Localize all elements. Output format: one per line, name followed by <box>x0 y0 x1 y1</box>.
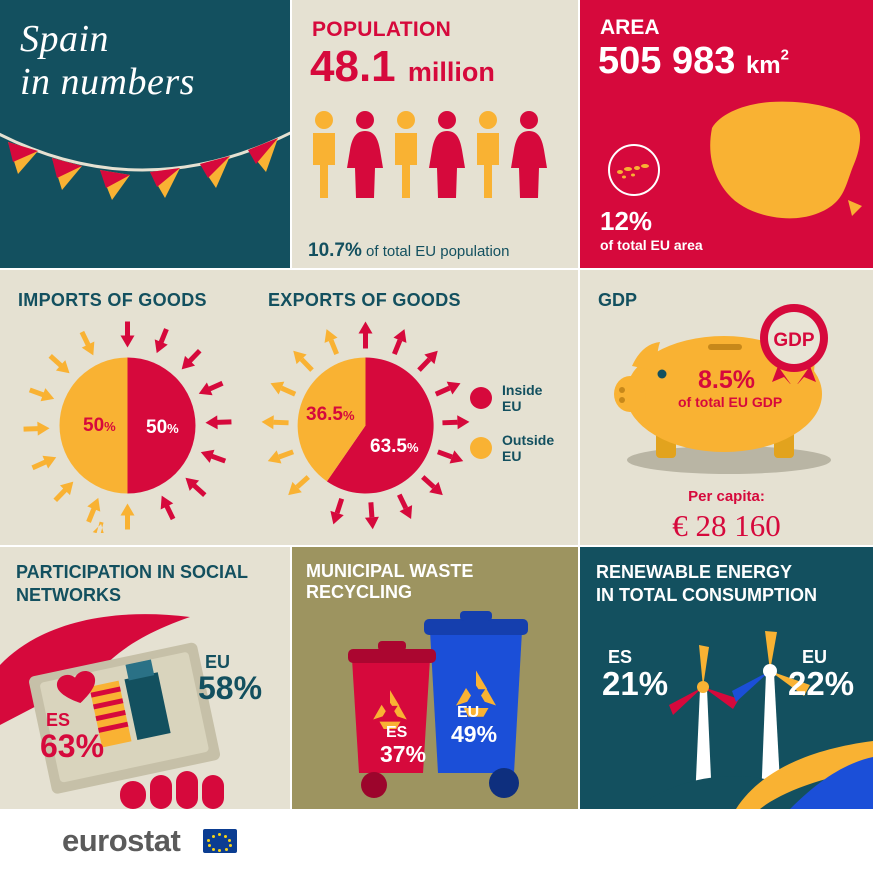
gdp-per-capita-value: € 28 160 <box>672 508 781 543</box>
exports-header: EXPORTS OF GOODS <box>268 290 461 310</box>
gdp-badge-text: GDP <box>773 330 815 351</box>
canary-islands-inset-icon <box>604 140 664 200</box>
waste-header: MUNICIPAL WASTE RECYCLING <box>306 561 474 602</box>
legend-label-outside <box>502 432 554 464</box>
trade-panel <box>0 270 578 545</box>
gdp-panel <box>580 270 873 545</box>
population-value-row <box>310 42 495 92</box>
gdp-badge-icon <box>748 298 840 384</box>
renewable-energy-panel <box>580 547 873 809</box>
eurostat-logo: eurostat <box>62 823 181 858</box>
imports-inside-label: 50% <box>146 417 179 438</box>
population-people-icons <box>308 110 562 200</box>
energy-header-line1: RENEWABLE ENERGY <box>596 562 793 582</box>
recycling-bins-illustration <box>322 597 552 809</box>
social-header-line1: PARTICIPATION IN SOCIAL <box>16 562 248 582</box>
imports-pie-chart <box>20 318 235 533</box>
social-header <box>16 561 248 606</box>
social-eu-value: 58% <box>198 670 263 706</box>
exports-outside-label: 36.5% <box>306 404 355 425</box>
man-icon <box>477 111 499 198</box>
population-panel <box>292 0 578 268</box>
population-share <box>308 240 509 262</box>
population-share-text: of total EU population <box>366 243 510 260</box>
woman-icon <box>429 111 465 198</box>
legend-inside-line2: EU <box>502 398 522 415</box>
title-panel <box>0 0 290 268</box>
area-share-text: of total EU area <box>600 237 703 253</box>
energy-es-value: 21% <box>602 665 669 702</box>
area-unit: km <box>745 52 781 79</box>
exports-pie-chart <box>258 318 473 533</box>
social-illustration <box>0 605 290 809</box>
energy-header-line2: IN TOTAL CONSUMPTION <box>596 584 818 605</box>
gdp-per-capita-label: Per capita: <box>688 488 765 505</box>
legend-dot-inside-icon <box>470 387 492 409</box>
social-header-line2: NETWORKS <box>16 584 121 605</box>
social-eu-label: EU <box>205 652 231 672</box>
social-networks-panel <box>0 547 290 809</box>
population-value: 48.1 <box>310 42 396 91</box>
woman-icon <box>347 111 383 198</box>
gdp-header: GDP <box>598 290 638 310</box>
title-line-1: Spain <box>20 18 110 60</box>
legend-outside-line2: EU <box>502 448 522 465</box>
trade-legend <box>470 382 554 482</box>
wind-turbines-illustration <box>640 629 873 809</box>
spain-map-icon <box>698 88 870 238</box>
area-share <box>600 208 703 253</box>
legend-item-outside-eu <box>470 432 554 464</box>
legend-label-inside <box>502 382 542 414</box>
energy-eu-value: 22% <box>788 665 855 702</box>
imports-header: IMPORTS OF GOODS <box>18 290 207 310</box>
social-es-label: ES <box>46 710 71 730</box>
man-icon <box>395 111 417 198</box>
bunting-decoration <box>0 120 290 230</box>
woman-icon <box>511 111 547 198</box>
gdp-share-text: of total EU GDP <box>678 394 783 410</box>
imports-outside-label: 50% <box>83 415 116 436</box>
eu-flag-icon <box>203 829 237 853</box>
footer <box>0 811 873 873</box>
waste-es-value: 37% <box>380 741 427 767</box>
area-panel <box>580 0 873 268</box>
population-share-value: 10.7% <box>308 240 362 261</box>
title-line-2: in numbers <box>20 60 195 103</box>
page-title <box>20 18 195 103</box>
energy-eu-label: EU <box>802 647 828 667</box>
legend-dot-outside-icon <box>470 437 492 459</box>
waste-recycling-panel <box>292 547 578 809</box>
man-icon <box>313 111 335 198</box>
waste-es-label: ES <box>386 724 408 741</box>
area-value-row <box>598 40 789 83</box>
population-header: POPULATION <box>312 18 452 41</box>
population-unit: million <box>407 57 495 87</box>
energy-es-label: ES <box>608 647 633 667</box>
area-header: AREA <box>600 16 660 39</box>
area-share-value: 12% <box>600 206 653 236</box>
gdp-share-value: 8.5% <box>698 366 755 394</box>
legend-inside-line1: Inside <box>502 382 543 398</box>
waste-eu-label: EU <box>457 704 480 721</box>
energy-header <box>596 561 817 606</box>
area-unit-exponent: 2 <box>780 46 789 64</box>
legend-item-inside-eu <box>470 382 554 414</box>
exports-inside-label: 63.5% <box>370 436 419 457</box>
social-es-value: 63% <box>40 728 105 764</box>
waste-eu-value: 49% <box>451 721 498 747</box>
legend-outside-line1: Outside <box>502 432 555 449</box>
area-value: 505 983 <box>598 40 736 82</box>
